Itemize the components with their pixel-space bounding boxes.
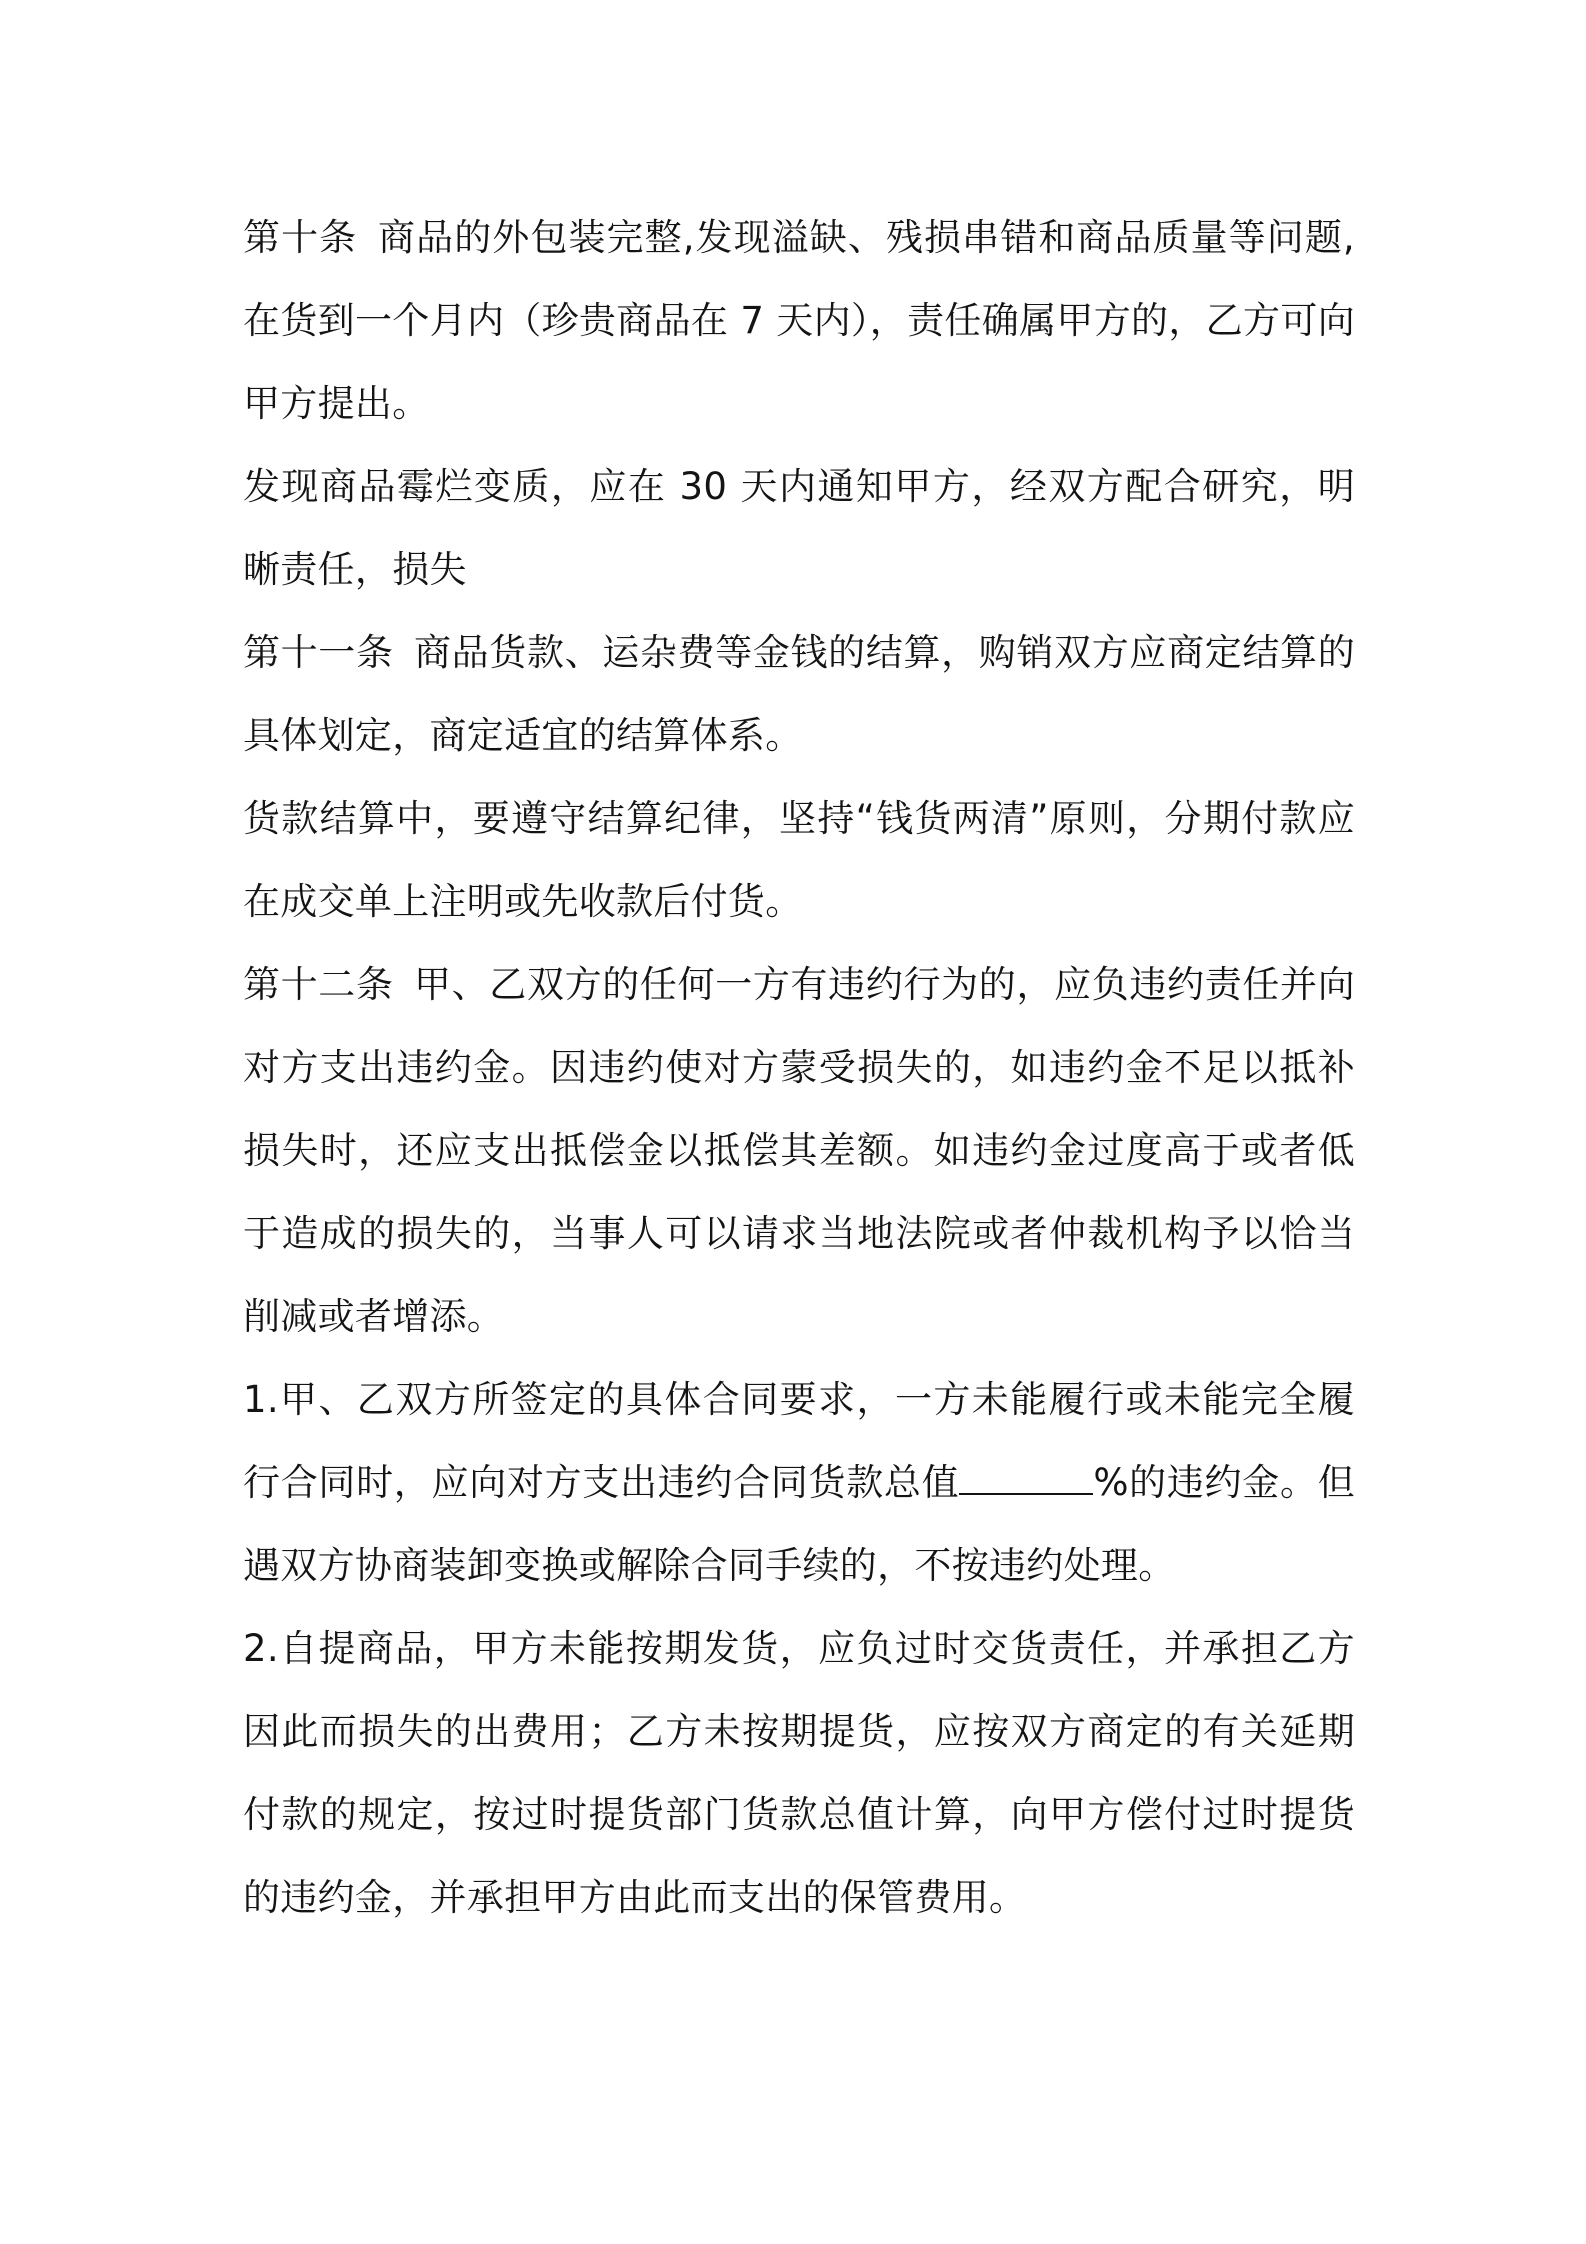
article-11-body: 商品货款、运杂费等金钱的结算，购销双方应商定结算的具体划定，商定适宜的结算体系。: [243, 631, 1355, 757]
article-10-note: 发现商品霉烂变质，应在 30 天内通知甲方，经双方配合研究，明晰责任，损失: [243, 465, 1355, 591]
article-12-heading: 第十二条: [243, 963, 394, 1006]
article-10-heading: 第十条: [243, 216, 358, 259]
item-1-text-before: 1.甲、乙双方所签定的具体合同要求，一方未能履行或未能完全履行合同时，应向对方支出违约合同货款总值: [243, 1378, 1355, 1504]
percentage-blank: [959, 1463, 1093, 1495]
article-11-note: 货款结算中，要遵守结算纪律，坚持“钱货两清”原则，分期付款应在成交单上注明或先收款后付货。: [243, 797, 1355, 923]
item-1: [243, 1358, 1355, 1607]
article-11-heading: 第十一条: [243, 631, 394, 674]
article-12-body: 甲、乙双方的任何一方有违约行为的，应负违约责任并向对方支出违约金。因违约使对方蒙受损失的，如违约金不足以抵补损失时，还应支出抵偿金以抵偿其差额。如违约金过度高于或者低于造成的损失的，当事人可以请求当地法院或者仲裁机构予以恰当削减或者增添。: [243, 963, 1355, 1338]
article-11: [243, 611, 1355, 777]
document-page: [243, 196, 1355, 1939]
article-10-body: 商品的外包装完整,发现溢缺、残损串错和商品质量等问题,在货到一个月内（珍贵商品在 7 天内），责任确属甲方的，乙方可向甲方提出。: [243, 216, 1355, 425]
item-2: 2.自提商品，甲方未能按期发货，应负过时交货责任，并承担乙方因此而损失的出费用；乙方未按期提货，应按双方商定的有关延期付款的规定，按过时提货部门货款总值计算，向甲方偿付过时提货的违约金，并承担甲方由此而支出的保管费用。: [243, 1627, 1355, 1919]
article-10: [243, 196, 1355, 445]
item-1-text-after: %的违约金。但遇双方协商装卸变换或解除合同手续的，不按违约处理。: [243, 1461, 1355, 1587]
article-12: [243, 943, 1355, 1358]
